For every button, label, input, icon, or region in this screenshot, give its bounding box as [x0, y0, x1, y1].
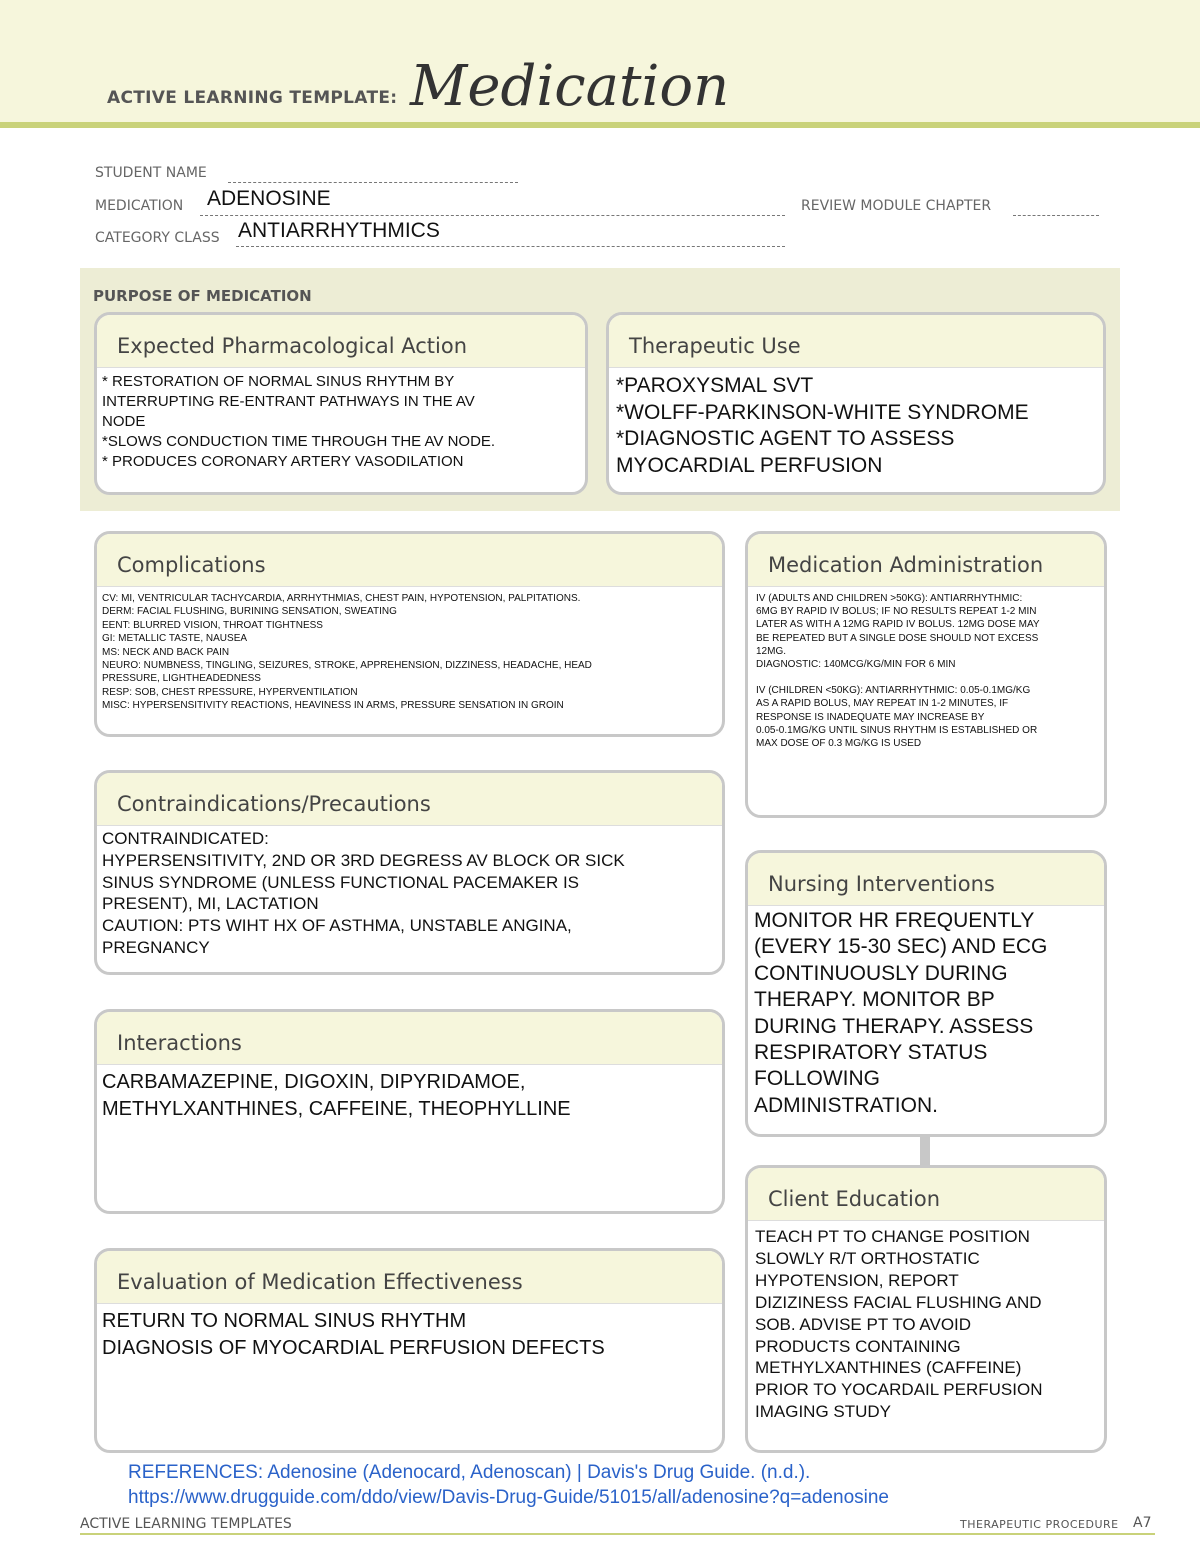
text-line: IMAGING STUDY [755, 1402, 892, 1422]
text-line: IV (CHILDREN <50KG): ANTIARRHYTHMIC: 0.05-0.1MG/KG [756, 685, 1031, 697]
contraindications-header [97, 773, 722, 826]
references-citation [128, 1462, 810, 1484]
footer-left-text: ACTIVE LEARNING TEMPLATES [80, 1516, 292, 1532]
text-line: RESPONSE IS INADEQUATE MAY INCREASE BY [756, 711, 985, 723]
expected-action-text [97, 368, 585, 472]
text-line: PRODUCTS CONTAINING [755, 1336, 961, 1356]
contraindications-box [94, 770, 725, 975]
evaluation-text [97, 1304, 722, 1362]
references-label: REFERENCES: [128, 1462, 264, 1483]
therapeutic-use-title: Therapeutic Use [629, 334, 801, 358]
connector-bar [920, 1134, 930, 1166]
text-line: SOB. ADVISE PT TO AVOID [755, 1314, 972, 1334]
nursing-interventions-header [748, 853, 1104, 906]
therapeutic-use-header [609, 315, 1103, 368]
text-line: CV: MI, VENTRICULAR TACHYCARDIA, ARRHYTHMIAS, CHEST PAIN, HYPOTENSION, PALPITATIONS. [102, 593, 581, 604]
expected-action-title: Expected Pharmacological Action [117, 334, 468, 358]
footer-right-text: THERAPEUTIC PROCEDURE [960, 1518, 1119, 1531]
text-line: RESPIRATORY STATUS [754, 1041, 988, 1065]
text-line: GI: METALLIC TASTE, NAUSEA [102, 633, 248, 645]
text-line: MONITOR HR FREQUENTLY [754, 909, 1035, 932]
text-line: NEURO: NUMBNESS, TINGLING, SEIZURES, STROKE, APPREHENSION, DIZZINESS, HEADACHE, HEAD [102, 660, 592, 672]
text-line: 0.05-0.1MG/KG UNTIL SINUS RHYTHM IS ESTABLISHED OR [756, 724, 1038, 736]
administration-title: Medication Administration [768, 553, 1044, 577]
text-line: IV (ADULTS AND CHILDREN >50KG): ANTIARRHYTHMIC: [756, 593, 1023, 604]
text-line: NODE [102, 413, 146, 430]
text-line: TEACH PT TO CHANGE POSITION [755, 1227, 1030, 1246]
student-name-label: STUDENT NAME [95, 165, 207, 181]
interactions-text [97, 1065, 722, 1123]
citation-text: Adenosine (Adenocard, Adenoscan) | Davis's Drug Guide. (n.d.). [267, 1462, 811, 1483]
expected-action-header [97, 315, 585, 368]
text-line: MAX DOSE OF 0.3 MG/KG IS USED [756, 738, 922, 750]
text-line: CARBAMAZEPINE, DIGOXIN, DIPYRIDAMOE, [102, 1071, 526, 1093]
footer-rule [80, 1533, 1155, 1535]
review-module-label: REVIEW MODULE CHAPTER [801, 198, 992, 214]
contraindications-text [97, 826, 722, 959]
client-education-text [748, 1221, 1104, 1423]
text-line: 12MG. [756, 645, 787, 657]
text-line: INTERRUPTING RE-ENTRANT PATHWAYS IN THE AV [102, 393, 475, 410]
text-line: THERAPY. MONITOR BP [754, 988, 995, 1012]
interactions-box [94, 1009, 725, 1214]
complications-text [97, 587, 722, 713]
text-line: AS A RAPID BOLUS, MAY REPEAT IN 1-2 MINUTES, IF [756, 698, 1009, 710]
review-module-field[interactable] [1013, 215, 1099, 216]
text-line: CONTRAINDICATED: [102, 829, 269, 848]
student-name-field[interactable] [228, 182, 518, 183]
text-line: HYPERSENSITIVITY, 2ND OR 3RD DEGRESS AV BLOCK OR SICK [102, 850, 625, 870]
text-line [756, 671, 1098, 684]
medication-label: MEDICATION [95, 198, 184, 214]
category-value: ANTIARRHYTHMICS [238, 219, 440, 242]
therapeutic-use-box [606, 312, 1106, 495]
expected-action-box [94, 312, 588, 495]
text-line: DIAGNOSIS OF MYOCARDIAL PERFUSION DEFECTS [102, 1337, 605, 1359]
text-line: CONTINUOUSLY DURING [754, 961, 1008, 985]
text-line: 6MG BY RAPID IV BOLUS; IF NO RESULTS REPEAT 1-2 MIN [756, 606, 1037, 618]
text-line: SINUS SYNDROME (UNLESS FUNCTIONAL PACEMAKER IS [102, 872, 580, 892]
text-line: METHYLXANTHINES (CAFFEINE) [755, 1358, 1022, 1378]
text-line: DERM: FACIAL FLUSHING, BURINING SENSATION, SWEATING [102, 606, 397, 618]
text-line: *PAROXYSMAL SVT [616, 374, 814, 397]
complications-box [94, 531, 725, 737]
template-label: ACTIVE LEARNING TEMPLATE: [107, 88, 398, 108]
text-line: DIZIZINESS FACIAL FLUSHING AND [755, 1292, 1042, 1312]
contraindications-title: Contraindications/Precautions [117, 792, 431, 816]
text-line: LATER AS WITH A 12MG RAPID IV BOLUS. 12MG DOSE MAY [756, 619, 1040, 631]
text-line: MISC: HYPERSENSITIVITY REACTIONS, HEAVINESS IN ARMS, PRESSURE SENSATION IN GROIN [102, 700, 564, 712]
text-line: *SLOWS CONDUCTION TIME THROUGH THE AV NODE. [102, 433, 496, 450]
text-line: RESP: SOB, CHEST RPESSURE, HYPERVENTILATION [102, 686, 358, 698]
text-line: *DIAGNOSTIC AGENT TO ASSESS [616, 427, 955, 450]
text-line: PRIOR TO YOCARDAIL PERFUSION [755, 1380, 1043, 1400]
purpose-label: PURPOSE OF MEDICATION [93, 287, 312, 305]
reference-url-link[interactable]: https://www.drugguide.com/ddo/view/Davis-Drug-Guide/51015/all/adenosine?q=adenosine [128, 1487, 889, 1508]
nursing-interventions-title: Nursing Interventions [768, 872, 995, 896]
category-class-label: CATEGORY CLASS [95, 230, 220, 246]
text-line: METHYLXANTHINES, CAFFEINE, THEOPHYLLINE [102, 1098, 571, 1120]
header-rule [0, 122, 1200, 128]
nursing-interventions-text [748, 906, 1104, 1119]
text-line: RETURN TO NORMAL SINUS RHYTHM [102, 1310, 467, 1332]
nursing-interventions-box [745, 850, 1107, 1137]
text-line: BE REPEATED BUT A SINGLE DOSE SHOULD NOT EXCESS [756, 632, 1039, 644]
complications-header [97, 534, 722, 587]
administration-box [745, 531, 1107, 818]
text-line: PRESSURE, LIGHTHEADEDNESS [102, 673, 261, 685]
complications-title: Complications [117, 553, 266, 577]
evaluation-header [97, 1251, 722, 1304]
text-line: MS: NECK AND BACK PAIN [102, 646, 230, 658]
text-line: EENT: BLURRED VISION, THROAT TIGHTNESS [102, 619, 323, 631]
client-education-box [745, 1165, 1107, 1453]
evaluation-box [94, 1248, 725, 1453]
therapeutic-use-text [609, 368, 1103, 479]
text-line: *WOLFF-PARKINSON-WHITE SYNDROME [616, 400, 1029, 424]
text-line: DIAGNOSTIC: 140MCG/KG/MIN FOR 6 MIN [756, 659, 956, 671]
administration-header [748, 534, 1104, 587]
text-line: * RESTORATION OF NORMAL SINUS RHYTHM BY [102, 373, 455, 390]
text-line: (EVERY 15-30 SEC) AND ECG [754, 935, 1048, 959]
text-line: SLOWLY R/T ORTHOSTATIC [755, 1248, 980, 1268]
medication-value: ADENOSINE [207, 187, 331, 210]
category-field-line[interactable] [236, 246, 785, 247]
text-line: MYOCARDIAL PERFUSION [616, 453, 883, 477]
text-line: ADMINISTRATION. [754, 1093, 938, 1117]
interactions-title: Interactions [117, 1031, 242, 1055]
text-line: DURING THERAPY. ASSESS [754, 1014, 1034, 1038]
medication-field-line[interactable] [200, 215, 785, 216]
text-line: CAUTION: PTS WIHT HX OF ASTHMA, UNSTABLE ANGINA, [102, 916, 572, 936]
administration-text [748, 587, 1104, 750]
page-number: A7 [1133, 1515, 1152, 1531]
text-line: PREGNANCY [102, 937, 210, 957]
text-line: HYPOTENSION, REPORT [755, 1270, 959, 1290]
evaluation-title: Evaluation of Medication Effectiveness [117, 1270, 523, 1294]
text-line: * PRODUCES CORONARY ARTERY VASODILATION [102, 453, 464, 470]
client-education-title: Client Education [768, 1187, 941, 1211]
client-education-header [748, 1168, 1104, 1221]
text-line: FOLLOWING [754, 1067, 881, 1091]
text-line: PRESENT), MI, LACTATION [102, 894, 319, 914]
interactions-header [97, 1012, 722, 1065]
page-title: Medication [410, 54, 730, 119]
